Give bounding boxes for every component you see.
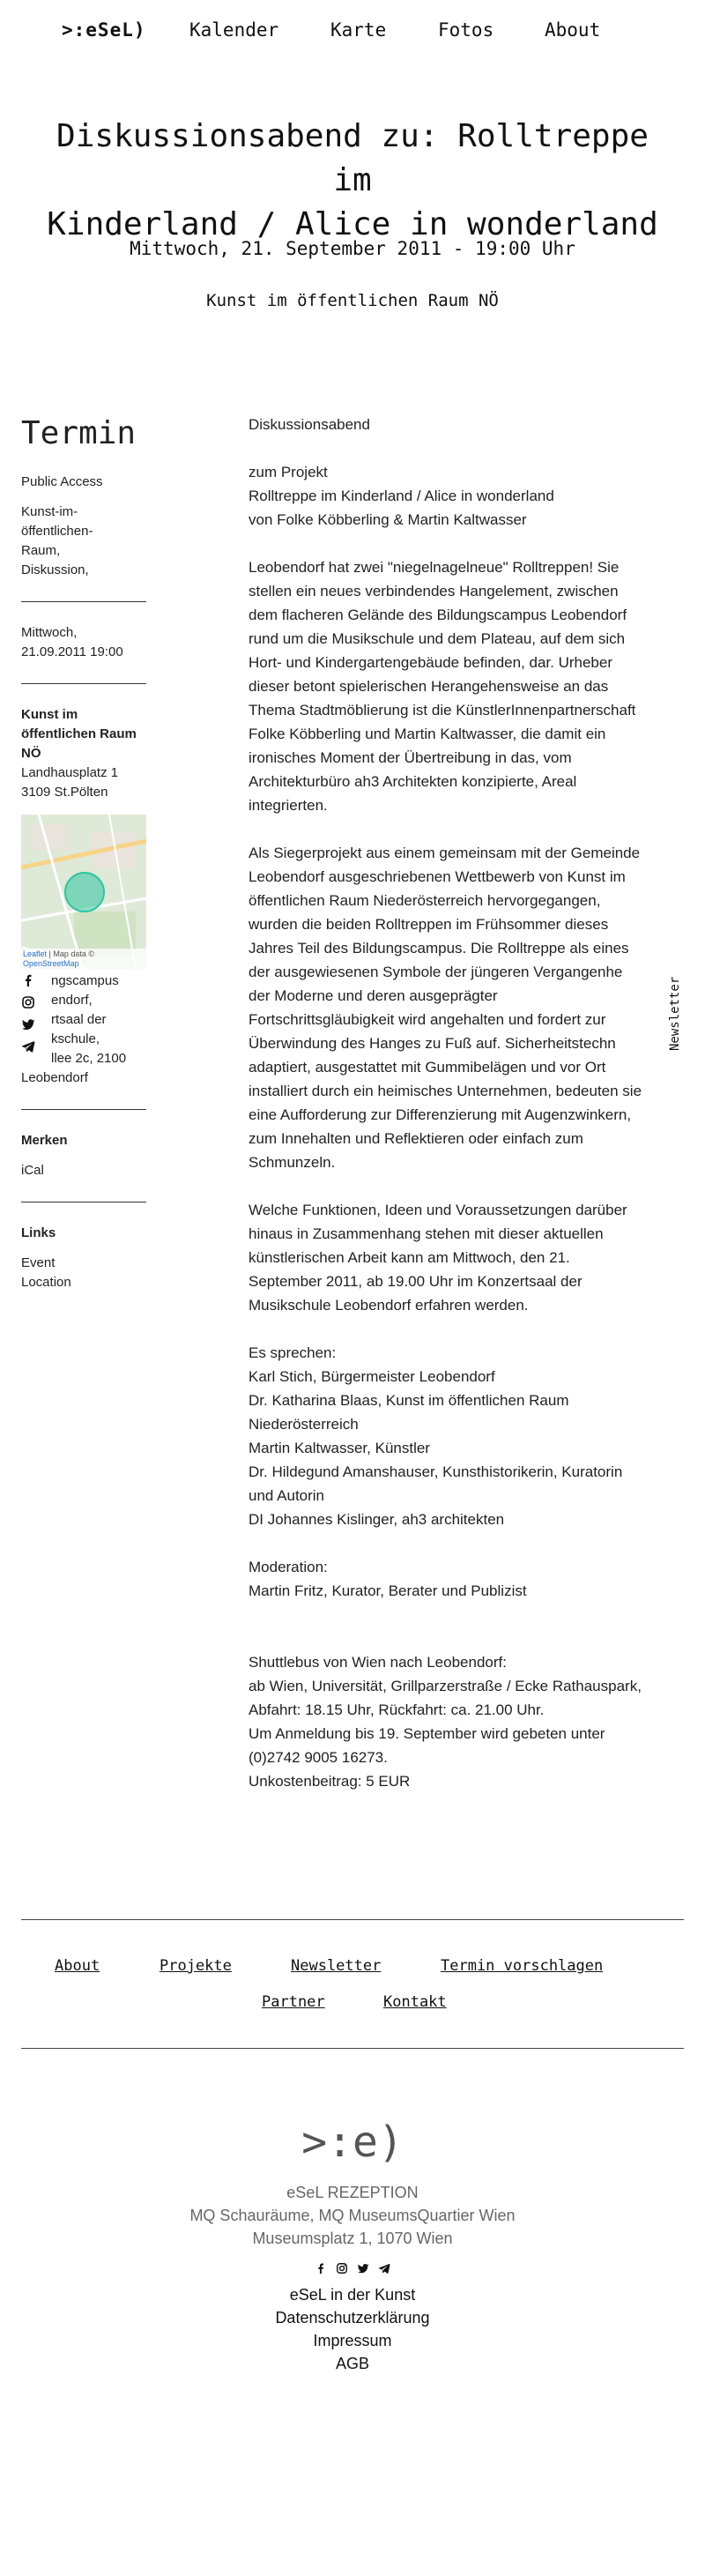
paragraph-line: Überwindung des Hanges zu Fuß auf. Sicherheitstechn [249,1035,616,1052]
address-line-2: 3109 St.Pölten [21,785,108,800]
paragraph-wettbewerb [249,841,682,1174]
paragraph-line: öffentlichen Raum Niederösterreich hervorgegangen, [249,892,601,909]
event-description [249,413,682,1817]
paragraph-line: Fortschrittsgläubigkeit wird angehalten und fordert zur [249,1011,606,1028]
twitter-icon[interactable] [21,1017,35,1031]
footer-link-kontakt[interactable]: Kontakt [383,1993,447,2011]
paragraph-line: installiert durch ein heimisches Unternehmen, bedeuten sie [249,1083,642,1099]
nav-item-karte[interactable]: Karte [330,19,387,41]
paragraph-line: wurden die beiden Rolltreppen im Frühsommer dieses [249,916,609,933]
location-line-4: kschule, [51,1031,100,1046]
date-line-2: 21.09.2011 19:00 [21,644,123,659]
location-line-6: Leobendorf [21,1070,88,1085]
footer-link-termin-vorschlagen[interactable]: Termin vorschlagen [441,1957,604,1975]
location-line-5: llee 2c, 2100 [51,1051,127,1066]
paragraph-line: eine Aufforderung zur Differenzierung mit Augenzwinkern, [249,1106,632,1123]
footer-line-2: MQ Schauräume, MQ MuseumsQuartier Wien [189,2207,516,2224]
map-attribution [21,949,146,970]
footer-logo[interactable]: >:e) [301,2118,404,2167]
page-title [35,115,670,247]
event-host: Kunst im öffentlichen Raum NÖ [206,291,499,310]
nav-item-kalender[interactable]: Kalender [189,19,279,41]
twitter-icon[interactable] [357,2262,369,2274]
paragraph-line: der ausgewiesenen Symbole der jüngeren Vergangenhe [249,964,623,980]
telegram-icon[interactable] [21,1039,35,1053]
location-line-2: endorf, [51,993,93,1008]
map-tiles [21,815,146,970]
paragraph-line: Jahres Teil des Bildungscampus. Die Rolltreppe als eines [249,940,629,957]
ical-link[interactable]: iCal [21,1163,44,1178]
event-date: Mittwoch, 21. September 2011 - 19:00 Uhr [130,238,575,259]
address-line-1: Landhausplatz 1 [21,765,119,780]
sidebar-heading: Termin [21,415,137,451]
title-line-2: Kinderland / Alice in wonderland [47,206,658,242]
nav-item-about[interactable]: About [545,19,601,41]
share-icons [21,973,35,1061]
venue-line-3[interactable]: NÖ [21,746,41,761]
site-footer [0,2116,705,2375]
date-line-1: Mittwoch, [21,625,78,640]
location-link[interactable]: Location [21,1275,71,1290]
divider [21,683,146,684]
paragraph-intro: Diskussionsabend [249,416,370,433]
site-logo[interactable]: >:eSeL) [62,19,146,41]
paragraph-line: adaptiert, ausgestattet mit Gummibelägen und vor Ort [249,1059,606,1076]
footer-link-esel-kunst[interactable]: eSeL in der Kunst [289,2286,416,2304]
facebook-icon[interactable] [21,973,35,987]
paragraph-funktionen: Welche Funktionen, Ideen und Voraussetzungen darüber hinaus in Zusammenhang stehen mit dieser aktuellen künstlerischen Arbeit kann am Mittwoch, den 21. September 2011, ab 19.00 Uhr im Konzertsaal der Musikschule Leobendorf erfahren werden. [249,1202,627,1314]
paragraph-line: der Moderne und deren ausgeprägter [249,987,498,1004]
paragraph-shuttle: Shuttlebus von Wien nach Leobendorf: ab Wien, Universität, Grillparzerstraße / Ecke Rathauspark, Abfahrt: 18.15 Uhr, Rückfahrt: ca. 21.00 Uhr. Um Anmeldung bis 19. September wird gebeten unter (0)2742 9005 16273. Unkostenbeitrag: 5 EUR [249,1654,642,1790]
footer-link-agb[interactable]: AGB [335,2355,369,2372]
title-line-1: Diskussionsabend zu: Rolltreppe im [56,118,649,198]
top-nav [0,19,705,46]
merken-title: Merken [21,1133,68,1148]
paragraph-line: Schmunzeln. [249,1154,336,1171]
links-title: Links [21,1225,56,1240]
sidebar [21,414,146,1292]
location-map[interactable] [21,815,146,970]
footer-link-impressum[interactable]: Impressum [313,2332,392,2349]
divider [21,1109,146,1110]
facebook-icon[interactable] [315,2262,327,2274]
nav-item-fotos[interactable]: Fotos [438,19,494,41]
location-line-3: rtsaal der [51,1012,107,1027]
instagram-icon[interactable] [21,995,35,1009]
footer-link-about[interactable]: About [55,1957,100,1975]
paragraph-project: zum Projekt Rolltreppe im Kinderland / Alice in wonderland von Folke Köbberling & Martin Kaltwasser [249,464,554,528]
paragraph-line: Leobendorf ausgeschriebenen Wettbewerb von Kunst im [249,868,626,885]
location-line-1: ngscampus [51,973,119,988]
footer-divider-bottom [21,2048,684,2049]
location-block [21,972,146,1088]
paragraph-speakers: Es sprechen: Karl Stich, Bürgermeister Leobendorf Dr. Katharina Blaas, Kunst im öffentlichen Raum Niederösterreich Martin Kaltwasser, Künstler Dr. Hildegund Amanshauser, Kunsthistorikerin, Kuratorin und Autorin DI Johannes Kislinger, ah3 architekten [249,1344,623,1528]
footer-link-projekte[interactable]: Projekte [160,1957,232,1975]
paragraph-line: Als Siegerprojekt aus einem gemeinsam mit der Gemeinde [249,845,641,861]
venue-line-1[interactable]: Kunst im [21,707,78,722]
footer-social-icons [0,2262,705,2278]
map-marker[interactable] [65,873,104,912]
newsletter-tab[interactable] [664,977,686,1058]
footer-link-newsletter[interactable]: Newsletter [291,1957,382,1975]
paragraph-rolltreppen: Leobendorf hat zwei "niegelnagelneue" Rolltreppen! Sie stellen ein neues verbindendes Hangelement, zwischen dem flacheren Gelände des Bildungscampus Leobendorf rund um die Musikschule und dem Plateau, auf dem sich Hort- und Kindergartengebäude befinden, dar. Urheber dieser betont spielerischen Herangehensweise an das Thema Stadtmöblierung ist die KünstlerInnenpartnerschaft Folke Köbberling und Martin Kaltwasser, die damit ein ironisches Moment der Übertreibung in das, vom Architekturbüro ah3 Architekten konzipierte, Areal integrierten. [249,559,636,814]
newsletter-tab-label: Newsletter [668,976,682,1051]
footer-line-3: Museumsplatz 1, 1070 Wien [252,2230,453,2247]
paragraph-line: zum Innehalten und Reflektieren oder einfach zum [249,1130,583,1147]
telegram-icon[interactable] [378,2262,390,2274]
footer-divider-top [21,1919,684,1920]
instagram-icon[interactable] [336,2262,348,2274]
map-attrib-text: | Map data © [47,949,95,958]
venue-line-2[interactable]: öffentlichen Raum [21,726,137,741]
footer-link-partner[interactable]: Partner [262,1993,325,2011]
event-link[interactable]: Event [21,1255,56,1270]
footer-line-1: eSeL REZEPTION [286,2184,419,2201]
divider [21,601,146,602]
osm-link[interactable]: OpenStreetMap [23,959,79,968]
tags-label[interactable]: Kunst-im-öffentlichen-Raum, Diskussion, [21,504,93,577]
footer-link-datenschutz[interactable]: Datenschutzerklärung [275,2309,430,2327]
leaflet-link[interactable]: Leaflet [23,949,48,958]
paragraph-moderation: Moderation: Martin Fritz, Kurator, Berater und Publizist [249,1559,527,1599]
access-label: Public Access [21,474,103,489]
